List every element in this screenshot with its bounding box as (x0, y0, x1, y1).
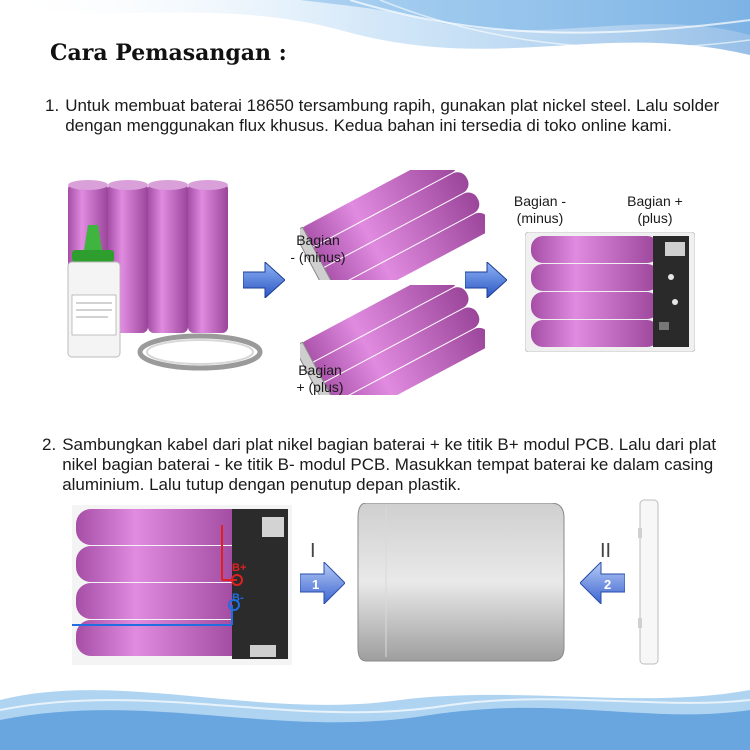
pcb-module-icon (653, 236, 689, 347)
arrow-left-2-icon (580, 562, 625, 604)
b-plus-marker: B+ (232, 562, 247, 574)
label-minus-line1: Bagian (296, 232, 340, 248)
arrow-right-icon (243, 262, 285, 298)
nickel-strip-roll-icon (140, 336, 260, 368)
label-plus-line2: + (plus) (296, 379, 344, 395)
batteries-flux-nickel-photo (60, 175, 265, 375)
battery-pack-with-pcb (525, 232, 695, 352)
bottom-wave-decoration (0, 670, 750, 750)
arrow-right-1-icon (300, 562, 345, 604)
step-2-text (42, 435, 742, 495)
step-1-number: 1. (45, 96, 60, 115)
arrow-2-number: 2 (604, 577, 612, 592)
battery-pack-wired-pcb (72, 505, 292, 665)
label-right-minus-line2: (minus) (516, 210, 564, 226)
arrow-1-number: 1 (312, 577, 320, 592)
label-plus-side (280, 362, 360, 396)
label-right-plus (615, 193, 695, 227)
plastic-end-cap-icon (636, 498, 664, 666)
arrow-right-icon (465, 262, 507, 298)
label-right-minus-line1: Bagian - (513, 193, 567, 209)
roman-numeral-2: II (600, 540, 612, 562)
step-1-text (45, 96, 725, 136)
step-2-number: 2. (42, 435, 57, 454)
roman-numeral-1: I (310, 540, 316, 562)
label-right-plus-line1: Bagian + (627, 193, 683, 209)
label-right-plus-line2: (plus) (637, 210, 673, 226)
aluminium-casing-icon (356, 503, 566, 663)
label-minus-line2: - (minus) (290, 249, 346, 265)
label-plus-line1: Bagian (298, 362, 342, 378)
b-minus-marker: B- (232, 592, 244, 604)
page-title: Cara Pemasangan : (50, 40, 287, 66)
step-2-description: Sambungkan kabel dari plat nikel bagian baterai + ke titik B+ modul PCB. Lalu dari plat nikel bagian baterai - ke titik B- modul PCB. Masukkan tempat baterai ke dalam casing aluminium. Lalu tutup dengan penutup depan plastik. (62, 435, 717, 494)
step-1-description: Untuk membuat baterai 18650 tersambung rapih, gunakan plat nickel steel. Lalu solder dengan menggunakan flux khusus. Kedua bahan ini tersedia di toko online kami. (65, 96, 720, 135)
label-right-minus (505, 193, 575, 227)
label-minus-side (278, 232, 358, 266)
